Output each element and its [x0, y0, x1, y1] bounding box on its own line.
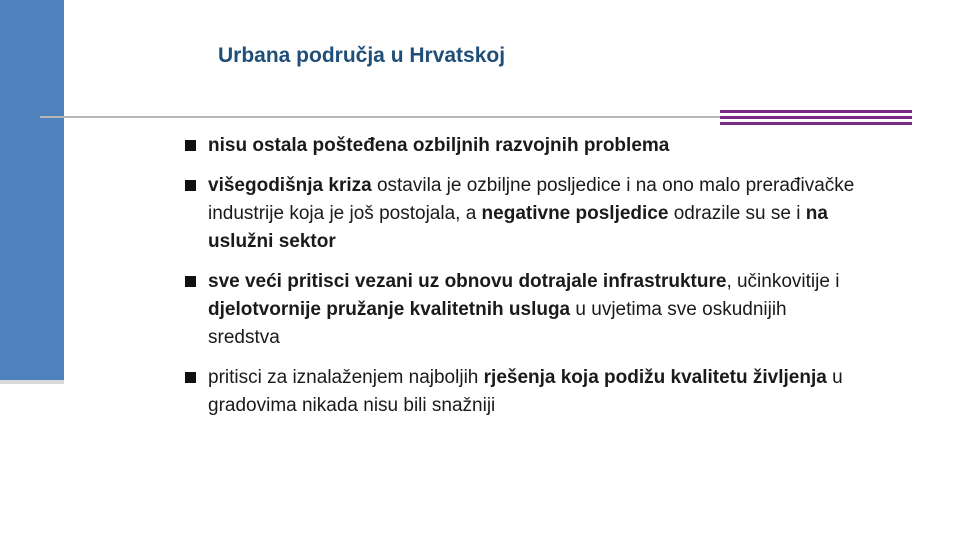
bullet-text-segment: u uvjetima sve oskudnijih sredstva [208, 299, 787, 348]
bullet-text-segment: ostavila je ozbiljne posljedice i na ono malo prerađivačke industrije koja je još postojala, a [208, 175, 855, 224]
side-accent-bar [0, 0, 64, 383]
bullet-text-segment: višegodišnja kriza [208, 175, 372, 196]
square-bullet-icon [185, 180, 196, 191]
bullet-item [180, 268, 860, 352]
bullet-text-segment: , učinkovitije i [726, 271, 840, 292]
bullet-text-segment: sve veći pritisci vezani uz obnovu dotrajale infrastrukture [208, 271, 727, 292]
bullet-item [180, 172, 860, 256]
side-bar-shadow [0, 380, 64, 384]
bullet-item [180, 132, 860, 160]
bullet-text-segment: djelotvornije pružanje kvalitetnih usluga [208, 299, 571, 320]
bullet-text-segment: nisu ostala pošteđena ozbiljnih razvojnih problema [208, 135, 670, 156]
bullet-text-segment: u gradovima nikada nisu bili snažniji [208, 367, 843, 416]
slide-title: Urbana područja u Hrvatskoj [218, 44, 506, 67]
title-divider [40, 116, 722, 118]
bullet-text-segment: na uslužni sektor [208, 203, 828, 252]
bullet-text-segment: negativne posljedice [481, 203, 669, 224]
bullet-text-segment: rješenja koja podižu kvalitetu življenja [483, 367, 827, 388]
square-bullet-icon [185, 372, 196, 383]
accent-stripe [720, 110, 912, 113]
bullet-item [180, 364, 860, 420]
square-bullet-icon [185, 276, 196, 287]
accent-stripes [720, 110, 912, 128]
bullet-text-segment: pritisci za iznalaženjem najboljih [208, 367, 484, 388]
bullet-text-segment: odrazile su se i [668, 203, 806, 224]
accent-stripe [720, 122, 912, 125]
bullet-list [180, 132, 860, 432]
square-bullet-icon [185, 140, 196, 151]
accent-stripe [720, 116, 912, 119]
